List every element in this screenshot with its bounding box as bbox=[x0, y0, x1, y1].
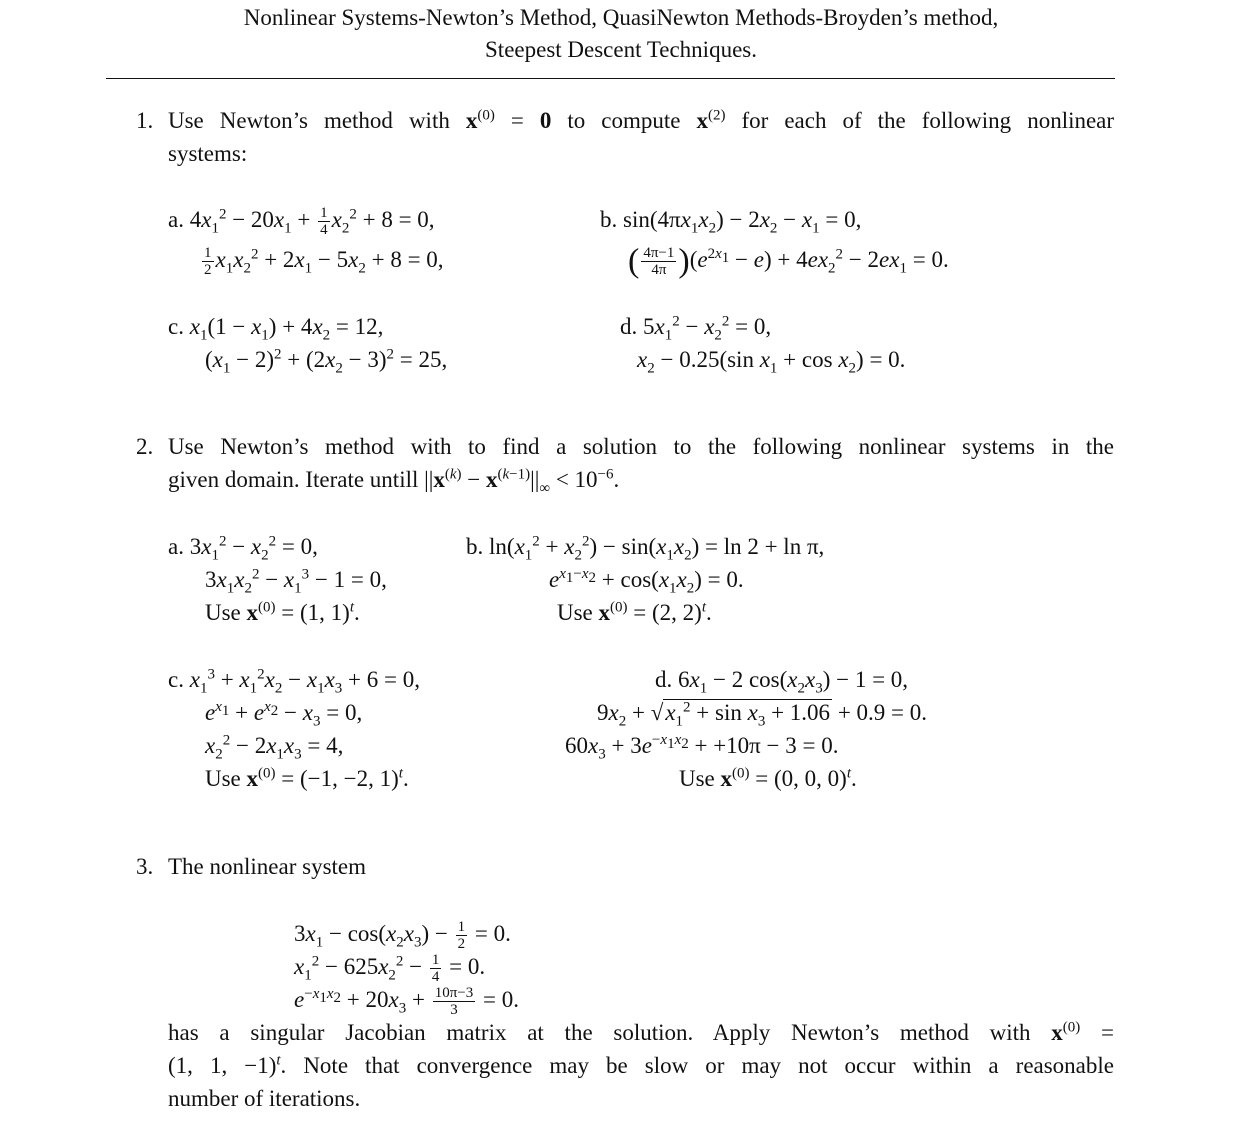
p1-a-eq2: $\frac{1}{2}$ $x_1x_2^2 + 2x_1 - 5x_2 + 8 = 0$, bbox=[204, 245, 444, 279]
p2-d-eq2: $9x_2 + √x_1^2 + \sin x_3 + 1.06 + 0.9 = 0$. bbox=[597, 699, 928, 730]
fraction: $\frac{1}{4}$ bbox=[320, 205, 328, 239]
p1-b-eq1: b. $\sin(4\pi x_1x_2) - 2x_2 - x_1 = 0$, bbox=[600, 207, 862, 237]
p1-d-eq2: $x_2 - 0.25(\sin$ $x_1 + \cos x_2) = 0$. bbox=[637, 347, 906, 377]
p1-d-label: d. bbox=[620, 314, 638, 339]
p1-a-label: a. bbox=[168, 207, 184, 232]
p3-eq3: $e^{-x_1x_2} + 20x_3$ + $\frac{10\pi-3}{3}$ = 0. bbox=[294, 985, 519, 1019]
problem-1-line-2: systems: bbox=[168, 141, 248, 166]
p2-c-label: c. bbox=[168, 667, 184, 692]
p2-d-initial: Use $x^{(0)} = (0$, 0, 0)$^t$. bbox=[679, 765, 857, 791]
p1-c-eq1: c. $x_1(1 - x_1) + 4x_2 = 12$, bbox=[168, 314, 384, 344]
title-line-1: Nonlinear Systems-Newton’s Method, QuasiNewton Methods-Broyden’s method, bbox=[243, 5, 999, 30]
p2-d-eq3: $60x_3 + 3e^{-x_1x_2} + +10\pi - 3 = 0$. bbox=[565, 732, 839, 763]
problem-3-line-1: The nonlinear system bbox=[168, 854, 367, 879]
problem-1-number: 1. bbox=[136, 108, 154, 133]
problem-3-number: 3. bbox=[136, 854, 154, 879]
p2-b-eq2: $e^{x_1-x_2} + \cos(x_1x_2) = 0$. bbox=[549, 566, 744, 597]
document-title bbox=[0, 2, 1242, 66]
p2-d-label: d. bbox=[655, 667, 673, 692]
fraction: $\frac{1}{2}$ bbox=[204, 245, 212, 279]
p2-b-label: b. bbox=[466, 534, 484, 559]
p2-a-label: a. bbox=[168, 534, 184, 559]
problem-2-number: 2. bbox=[136, 434, 154, 459]
p1-a-eq1: a. $4x_1^2 - 20x_1$ + $\frac{1}{4}$ $x_2^2 + 8 = 0$, bbox=[168, 205, 435, 239]
p2-b-eq1: b. $\ln(x_1^2 + x_2^2) - \sin(x_1x_2) = \ln 2 + \ln \pi$, bbox=[466, 533, 825, 564]
p1-c-label: c. bbox=[168, 314, 184, 339]
problem-3-text-3: number of iterations. bbox=[168, 1086, 361, 1111]
fraction: $\frac{1}{4}$ bbox=[431, 952, 440, 986]
problem-3-text-1: has a singular Jacobian matrix at the solution. Apply Newton’s method with $x^{(0)}$ = bbox=[168, 1019, 1114, 1045]
problem-1-line-1: Use Newton’s method with $x^{(0)} = 0$ to compute $x^{(2)}$ for each of the following nonlinear bbox=[168, 107, 1115, 133]
p2-d-eq1: d. $6x_1 - 2$ $\cos(x_2x_3) - 1 = 0$, bbox=[655, 667, 909, 697]
problem-2-line-1: Use Newton’s method with to find a solution to the following nonlinear systems in the bbox=[168, 434, 1114, 459]
title-line-2: Steepest Descent Techniques. bbox=[485, 37, 757, 62]
title-rule bbox=[106, 78, 1115, 79]
problem-2-line-2: given domain. Iterate untill $||x^{(k)} - x^{(k-1)}||_\infty < 10^{-6}$. bbox=[168, 466, 620, 497]
fraction: $\frac{1}{2}$ bbox=[457, 919, 466, 953]
fraction: $\frac{4\pi-1}{4\pi}$ bbox=[643, 245, 675, 279]
p1-d-eq1: d. $5x_1^2 - x_2^2 = 0$, bbox=[620, 313, 772, 344]
p2-a-initial: Use $x^{(0)} = (1$, 1)$^t$. bbox=[205, 599, 360, 625]
p3-eq1: $3x_1 - \cos(x_2x_3)$ − $\frac{1}{2}$ = 0. bbox=[294, 919, 511, 953]
p2-a-eq2: $3x_1x_2^2 - x_1^3 - 1 = 0$, bbox=[205, 566, 387, 597]
p2-c-eq2: $e^{x_1} + e^{x_2} - x_3 = 0$, bbox=[205, 699, 363, 730]
p2-c-eq1: c. $x_1^3 + x_1^2x_2 - x_1x_3 + 6 = 0$, bbox=[168, 666, 420, 697]
fraction: $\frac{10\pi-3}{3}$ bbox=[434, 985, 474, 1019]
p1-b-label: b. bbox=[600, 207, 618, 232]
p2-c-initial: Use $x^{(0)} = (-1$, −2, 1)$^t$. bbox=[205, 765, 409, 791]
p1-b-eq2: ( $\frac{4\pi-1}{4\pi}$ )$(e^{2x_1} - e) + 4ex_2^2 - 2ex_1 = 0$. bbox=[628, 242, 949, 280]
p2-c-eq3: $x_2^2 - 2x_1x_3 = 4$, bbox=[205, 732, 344, 763]
p1-c-eq2: $(x_1 - 2)^2 + (2x_2 - 3)^2 = 25$, bbox=[205, 346, 448, 377]
p2-a-eq1: a. $3x_1^2 - x_2^2 = 0$, bbox=[168, 533, 318, 564]
problem-3-text-2: (1, 1, −1)$^t$. Note that convergence may be slow or may not occur within a reasonable bbox=[168, 1052, 1114, 1078]
p3-eq2: $x_1^2 - 625x_2^2$ − $\frac{1}{4}$ = 0. bbox=[294, 952, 486, 986]
p2-b-initial: Use $x^{(0)} = (2$, 2)$^t$. bbox=[557, 599, 712, 625]
